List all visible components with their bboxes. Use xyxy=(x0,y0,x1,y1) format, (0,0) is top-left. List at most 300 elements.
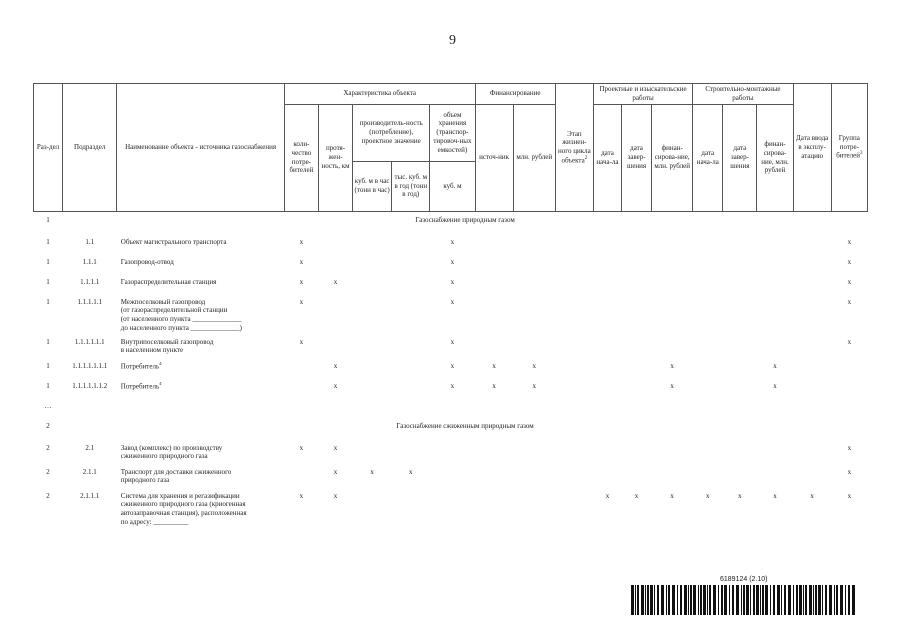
barcode-bar xyxy=(698,585,699,615)
object-name-text: Завод (комплекс) по производству xyxy=(120,443,223,452)
object-name-text: (от населенного пункта ______________ xyxy=(120,315,242,323)
barcode-bar xyxy=(781,585,782,615)
header-mln-rub: млн. рублей xyxy=(513,104,555,211)
mark-cell-mln xyxy=(513,468,555,492)
object-name-cell xyxy=(117,382,285,402)
mark-cell-sdn xyxy=(693,258,723,278)
barcode-bar xyxy=(848,585,850,615)
mark-cell-pfin xyxy=(652,444,693,468)
mark-cell-grp: x xyxy=(847,467,852,476)
barcode-bar xyxy=(765,585,768,615)
mark-cell-sdn xyxy=(693,444,723,468)
header-financing: Финансирование xyxy=(475,84,555,105)
mark-cell-grp: x xyxy=(847,297,852,306)
mark-cell-sdz xyxy=(723,468,757,492)
barcode-bar xyxy=(793,585,794,615)
mark-cell-obem: x xyxy=(450,337,455,346)
podrazdel-cell: 1.1.1 xyxy=(82,257,97,266)
barcode-bar xyxy=(805,585,807,615)
mark-cell-kub xyxy=(353,238,392,258)
barcode-bar xyxy=(784,585,786,615)
barcode-bar xyxy=(690,585,692,615)
object-name-cell xyxy=(117,492,285,532)
mark-cell-vvod xyxy=(793,278,831,298)
mark-cell-tys: x xyxy=(409,467,413,476)
mark-cell-sdz xyxy=(723,382,757,402)
mark-cell-sdn xyxy=(693,382,723,402)
object-name-cell xyxy=(117,238,285,258)
razdel-cell: 2 xyxy=(46,443,50,452)
mark-cell-prot: x xyxy=(333,381,338,390)
mark-cell-tys xyxy=(392,338,430,362)
object-name-text: автозаправочная станция), расположенная xyxy=(120,509,247,517)
object-name-line xyxy=(121,258,284,267)
mark-cell-kub xyxy=(353,362,392,382)
object-name-line xyxy=(121,315,284,324)
barcode-bar xyxy=(845,585,846,615)
barcode-bar xyxy=(684,585,687,615)
mark-cell-prot: x xyxy=(333,443,338,452)
mark-cell-sfin: x xyxy=(773,361,777,370)
mark-cell-obem: x xyxy=(450,381,455,390)
mark-cell-pdn xyxy=(593,444,621,468)
mark-cell-etap xyxy=(555,362,593,382)
object-name-text: Транспорт для доставки сжиженного xyxy=(120,467,232,476)
mark-cell-kol xyxy=(284,382,318,402)
mark-cell-prot: x xyxy=(333,361,338,370)
mark-cell-mln xyxy=(513,298,555,338)
barcode-bar xyxy=(707,585,708,615)
mark-cell-sdz xyxy=(723,278,757,298)
object-name-line xyxy=(121,238,284,247)
object-name-line xyxy=(121,382,284,391)
mark-cell-pdn xyxy=(593,258,621,278)
barcode-bar xyxy=(760,585,761,615)
mark-cell-sdn xyxy=(693,338,723,362)
barcode-bar xyxy=(803,585,804,615)
mark-cell-pdz xyxy=(622,338,652,362)
mark-cell-sdn xyxy=(693,468,723,492)
mark-cell-grp: x xyxy=(847,337,852,346)
object-name-text: Внутрипоселковый газопровод xyxy=(120,337,214,346)
object-name-text: сжиженного природного газа xyxy=(120,452,208,461)
podrazdel-cell: 1.1.1.1.1 xyxy=(77,297,102,306)
mark-cell-ist xyxy=(475,444,513,468)
section-title: Газоснабжение природным газом xyxy=(415,215,515,224)
header-obem: объем хранения (транспор-тировоч-ных емкостей) xyxy=(430,104,475,161)
mark-cell-vvod xyxy=(793,238,831,258)
mark-cell-prot: x xyxy=(333,467,338,476)
mark-cell-pfin xyxy=(652,338,693,362)
header-proekt-finansirovanie: финан-сирова-ние, млн. рублей xyxy=(652,104,693,211)
barcode-bar xyxy=(818,585,821,615)
header-proekt: Проектные и изыскательские работы xyxy=(593,84,692,105)
razdel-cell: 1 xyxy=(46,237,50,246)
barcode-bar xyxy=(746,585,749,615)
mark-cell-mln xyxy=(513,444,555,468)
mark-cell-sdz xyxy=(723,258,757,278)
header-data-vvoda: Дата ввода в эксплу-атацию xyxy=(793,84,831,212)
mark-cell-pdn xyxy=(593,362,621,382)
object-name-line xyxy=(121,362,284,371)
object-name-text: сжиженного природного газа (криогенная xyxy=(120,500,246,509)
object-name-line xyxy=(121,492,284,501)
object-name-cell xyxy=(117,362,285,382)
mark-cell-mln xyxy=(513,238,555,258)
object-name-cell xyxy=(117,468,285,492)
table-header xyxy=(34,84,868,212)
mark-cell-tys xyxy=(392,258,430,278)
object-name-line xyxy=(121,278,284,287)
table-row xyxy=(34,298,868,338)
mark-cell-sfin xyxy=(757,298,793,338)
mark-cell-vvod xyxy=(793,298,831,338)
barcode-bar xyxy=(713,585,716,615)
mark-cell-sdn: x xyxy=(706,491,710,500)
mark-cell-kub xyxy=(353,278,392,298)
mark-cell-sdz xyxy=(723,362,757,382)
razdel-cell: 1 xyxy=(46,277,50,286)
table-row xyxy=(34,382,868,402)
object-name-cell xyxy=(117,298,285,338)
footnote-marker: 2 xyxy=(584,155,588,161)
header-proekt-data-nachala: дата нача-ла xyxy=(593,104,621,211)
mark-cell-pfin xyxy=(652,258,693,278)
mark-cell-sfin xyxy=(757,444,793,468)
podrazdel-cell: 1.1 xyxy=(85,237,95,246)
mark-cell-etap xyxy=(555,298,593,338)
mark-cell-grp: x xyxy=(847,491,852,500)
mark-cell-pfin: x xyxy=(670,491,674,500)
podrazdel-cell: 1.1.1.1.1.1.1 xyxy=(72,361,108,370)
mark-cell-kub: x xyxy=(370,467,374,476)
object-name-text: Объект магистрального транспорта xyxy=(120,237,227,246)
mark-cell-sfin xyxy=(757,278,793,298)
mark-cell-obem: x xyxy=(450,361,455,370)
mark-cell-pdz xyxy=(622,238,652,258)
mark-cell-ist xyxy=(475,278,513,298)
header-podrazdel: Подраздел xyxy=(63,84,117,212)
table-row xyxy=(34,362,868,382)
mark-cell-sfin xyxy=(757,468,793,492)
mark-cell-pdz xyxy=(622,362,652,382)
object-name-text: Газораспределительная станция xyxy=(120,277,217,286)
razdel-cell: 1 xyxy=(46,381,50,390)
mark-cell-mln xyxy=(513,338,555,362)
barcode-bar xyxy=(631,585,634,615)
mark-cell-etap xyxy=(555,258,593,278)
header-istochnik: источ-ник xyxy=(475,104,513,211)
mark-cell-kol: x xyxy=(299,277,304,286)
object-name-text: Система для хранения и регазификации xyxy=(120,491,240,500)
barcode-bar xyxy=(688,585,689,615)
mark-cell-obem: x xyxy=(450,297,455,306)
mark-cell-kub xyxy=(353,444,392,468)
mark-cell-ist xyxy=(475,258,513,278)
mark-cell-grp: x xyxy=(847,277,852,286)
object-name-text: Межпоселковый газопровод xyxy=(120,297,206,306)
header-protyazhennost: протя-жен-ность, км xyxy=(318,104,352,211)
barcode-bar xyxy=(732,585,734,615)
mark-cell-etap xyxy=(555,492,593,532)
barcode-bar xyxy=(796,585,798,615)
razdel-cell: 1 xyxy=(46,361,50,370)
mark-cell-sfin: x xyxy=(773,381,777,390)
object-name-cell xyxy=(117,278,285,298)
header-gruppa-text: Группа потре-бителей xyxy=(836,133,861,160)
mark-cell-pdz: x xyxy=(634,491,639,500)
object-name-line xyxy=(121,509,284,518)
barcode-bar xyxy=(693,585,696,615)
barcode-bar xyxy=(718,585,719,615)
barcode-bar xyxy=(813,585,814,615)
mark-cell-prot: x xyxy=(333,277,338,286)
razdel-cell: 2 xyxy=(46,421,50,430)
mark-cell-vvod xyxy=(793,468,831,492)
barcode-bar xyxy=(743,585,745,615)
header-kolichestvo: коли-чество потре-бителей xyxy=(284,104,318,211)
mark-cell-pfin xyxy=(652,278,693,298)
mark-cell-pdn xyxy=(593,278,621,298)
razdel-cell: 1 xyxy=(46,337,50,346)
barcode-bar xyxy=(852,585,855,615)
mark-cell-etap xyxy=(555,468,593,492)
mark-cell-mln xyxy=(513,492,555,532)
mark-cell-kol: x xyxy=(299,337,304,346)
barcode-bar xyxy=(822,585,823,615)
header-etap-text: Этап жизнен-ного цикла объекта xyxy=(558,129,591,165)
mark-cell-sfin: x xyxy=(773,491,777,500)
mark-cell-ist xyxy=(475,468,513,492)
mark-cell-tys xyxy=(392,238,430,258)
barcode-bar xyxy=(741,585,742,615)
mark-cell-sdz xyxy=(723,338,757,362)
barcode-bar xyxy=(654,585,655,615)
barcode-bar xyxy=(750,585,751,615)
mark-cell-tys xyxy=(392,382,430,402)
mark-cell-pdz xyxy=(622,444,652,468)
barcode-bar xyxy=(721,585,723,615)
barcode-bar xyxy=(836,585,838,615)
mark-cell-pfin: x xyxy=(670,361,674,370)
barcode-bar xyxy=(650,585,653,615)
mark-cell-grp xyxy=(831,362,867,382)
razdel-cell: 2 xyxy=(46,491,50,500)
mark-cell-mln xyxy=(513,278,555,298)
table-row xyxy=(34,258,868,278)
mark-cell-kol: x xyxy=(299,297,304,306)
mark-cell-ist xyxy=(475,492,513,532)
mark-cell-pdz xyxy=(622,278,652,298)
mark-cell-sdz xyxy=(723,444,757,468)
mark-cell-vvod xyxy=(793,338,831,362)
object-name-cell xyxy=(117,444,285,468)
mark-cell-vvod xyxy=(793,444,831,468)
barcode-bar xyxy=(753,585,755,615)
barcode-bar xyxy=(762,585,764,615)
mark-cell-kol: x xyxy=(299,257,304,266)
table-body xyxy=(34,211,868,532)
mark-cell-pdn xyxy=(593,238,621,258)
mark-cell-pdz xyxy=(622,382,652,402)
object-name-text: до населенного пункта ______________) xyxy=(120,323,242,332)
mark-cell-sdn xyxy=(693,362,723,382)
mark-cell-kol: x xyxy=(299,237,304,246)
mark-cell-sdn xyxy=(693,298,723,338)
barcode-bar xyxy=(645,585,646,615)
object-name-text: Потребитель xyxy=(120,381,160,390)
barcode-bar xyxy=(641,585,644,615)
object-name-line xyxy=(121,452,284,461)
mark-cell-grp xyxy=(831,382,867,402)
mark-cell-kub xyxy=(353,338,392,362)
mark-cell-kol xyxy=(284,362,318,382)
mark-cell-etap xyxy=(555,278,593,298)
mark-cell-tys xyxy=(392,492,430,532)
podrazdel-cell: 2.1 xyxy=(85,443,95,452)
object-name-line xyxy=(121,518,284,527)
ellipsis: … xyxy=(44,401,52,410)
header-name: Наименование объекта - источника газоснабжения xyxy=(117,84,285,212)
footnote-marker: 4 xyxy=(159,361,162,367)
mark-cell-sdz: x xyxy=(738,491,742,500)
mark-cell-pfin xyxy=(652,298,693,338)
mark-cell-ist: x xyxy=(492,361,496,370)
mark-cell-vvod xyxy=(793,382,831,402)
mark-cell-obem xyxy=(430,468,475,492)
barcode-bar xyxy=(637,585,639,615)
object-name-text: Газопровод-отвод xyxy=(120,257,174,266)
mark-cell-pdn xyxy=(593,338,621,362)
barcode-bar xyxy=(834,585,835,615)
barcode-bar xyxy=(666,585,667,615)
footnote-marker: 3 xyxy=(860,151,863,157)
header-proekt-data-zaversheniya: дата завер-шения xyxy=(622,104,652,211)
barcode-bar xyxy=(661,585,664,615)
mark-cell-grp: x xyxy=(847,443,852,452)
gas-supply-table xyxy=(33,83,868,532)
mark-cell-grp: x xyxy=(847,257,852,266)
header-kub-hour: куб. м в час (тонн в час) xyxy=(353,161,392,211)
mark-cell-pdn xyxy=(593,468,621,492)
object-name-text: по адресу: __________ xyxy=(120,517,189,526)
mark-cell-pdz xyxy=(622,468,652,492)
mark-cell-ist xyxy=(475,298,513,338)
mark-cell-sdn xyxy=(693,238,723,258)
razdel-cell: 1 xyxy=(46,215,50,224)
mark-cell-kub xyxy=(353,382,392,402)
mark-cell-sfin xyxy=(757,238,793,258)
barcode-bar xyxy=(829,585,832,615)
barcode-bar xyxy=(815,585,817,615)
barcode-bar xyxy=(668,585,670,615)
barcode-bar xyxy=(677,585,678,615)
barcode-bar xyxy=(709,585,711,615)
section-title: Газоснабжение сжиженным природным газом xyxy=(396,421,534,430)
razdel-cell: 1 xyxy=(46,257,50,266)
mark-cell-pdz xyxy=(622,298,652,338)
barcode-bar xyxy=(736,585,739,615)
table-row xyxy=(34,278,868,298)
mark-cell-tys xyxy=(392,298,430,338)
mark-cell-sfin xyxy=(757,258,793,278)
podrazdel-cell: 2.1.1 xyxy=(82,467,97,476)
barcode-bar xyxy=(756,585,759,615)
object-name-cell xyxy=(117,338,285,362)
mark-cell-ist xyxy=(475,338,513,362)
mark-cell-etap xyxy=(555,338,593,362)
barcode-bar xyxy=(672,585,675,615)
footnote-marker: 4 xyxy=(159,381,162,387)
barcode-bar xyxy=(729,585,730,615)
object-name-cell xyxy=(117,258,285,278)
barcode-bar xyxy=(840,585,843,615)
barcode-bar xyxy=(647,585,649,615)
object-name-line xyxy=(121,346,284,355)
barcode-bar xyxy=(799,585,802,615)
object-name-line xyxy=(121,298,284,307)
object-name-line xyxy=(121,500,284,509)
podrazdel-cell: 1.1.1.1.1.1 xyxy=(74,337,105,346)
mark-cell-prot xyxy=(318,298,352,338)
object-name-line xyxy=(121,338,284,347)
mark-cell-vvod xyxy=(793,362,831,382)
mark-cell-vvod xyxy=(793,258,831,278)
mark-cell-tys xyxy=(392,362,430,382)
barcode-bar xyxy=(773,585,775,615)
barcode xyxy=(631,585,856,615)
table-row xyxy=(34,468,868,492)
mark-cell-kub xyxy=(353,258,392,278)
podrazdel-cell: 2.1.1.1 xyxy=(80,491,100,500)
mark-cell-kol: x xyxy=(299,491,304,500)
mark-cell-kub xyxy=(353,492,392,532)
page-number: 9 xyxy=(449,33,456,48)
podrazdel-cell: 1.1.1.1.1.1.2 xyxy=(72,381,108,390)
mark-cell-ist: x xyxy=(492,381,496,390)
mark-cell-vvod: x xyxy=(810,491,814,500)
object-name-line xyxy=(121,444,284,453)
mark-cell-obem: x xyxy=(450,257,455,266)
header-stroit-finansirovanie: финан-сирова-ние, млн. рублей xyxy=(757,104,793,211)
object-name-text: в населенном пункте xyxy=(120,346,184,355)
mark-cell-obem: x xyxy=(450,237,455,246)
mark-cell-obem xyxy=(430,444,475,468)
table-row xyxy=(34,338,868,362)
object-name-text: (от газораспределительной станции xyxy=(120,306,228,315)
mark-cell-pdn: x xyxy=(605,491,610,500)
header-characteristics: Характеристика объекта xyxy=(284,84,475,105)
barcode-bar xyxy=(770,585,771,615)
podrazdel-cell: 1.1.1.1 xyxy=(80,277,100,286)
mark-cell-prot xyxy=(318,238,352,258)
barcode-bar xyxy=(700,585,702,615)
mark-cell-etap xyxy=(555,382,593,402)
mark-cell-grp: x xyxy=(847,237,852,246)
mark-cell-kol: x xyxy=(299,443,304,452)
object-name-line xyxy=(121,476,284,485)
mark-cell-sdz xyxy=(723,298,757,338)
header-stroit-data-nachala: дата нача-ла xyxy=(693,104,723,211)
section-row xyxy=(34,216,868,238)
mark-cell-sdn xyxy=(693,278,723,298)
object-name-line xyxy=(121,324,284,333)
mark-cell-kub xyxy=(353,298,392,338)
razdel-cell: 1 xyxy=(46,297,50,306)
mark-cell-tys xyxy=(392,444,430,468)
mark-cell-obem: x xyxy=(450,277,455,286)
mark-cell-mln: x xyxy=(532,361,536,370)
